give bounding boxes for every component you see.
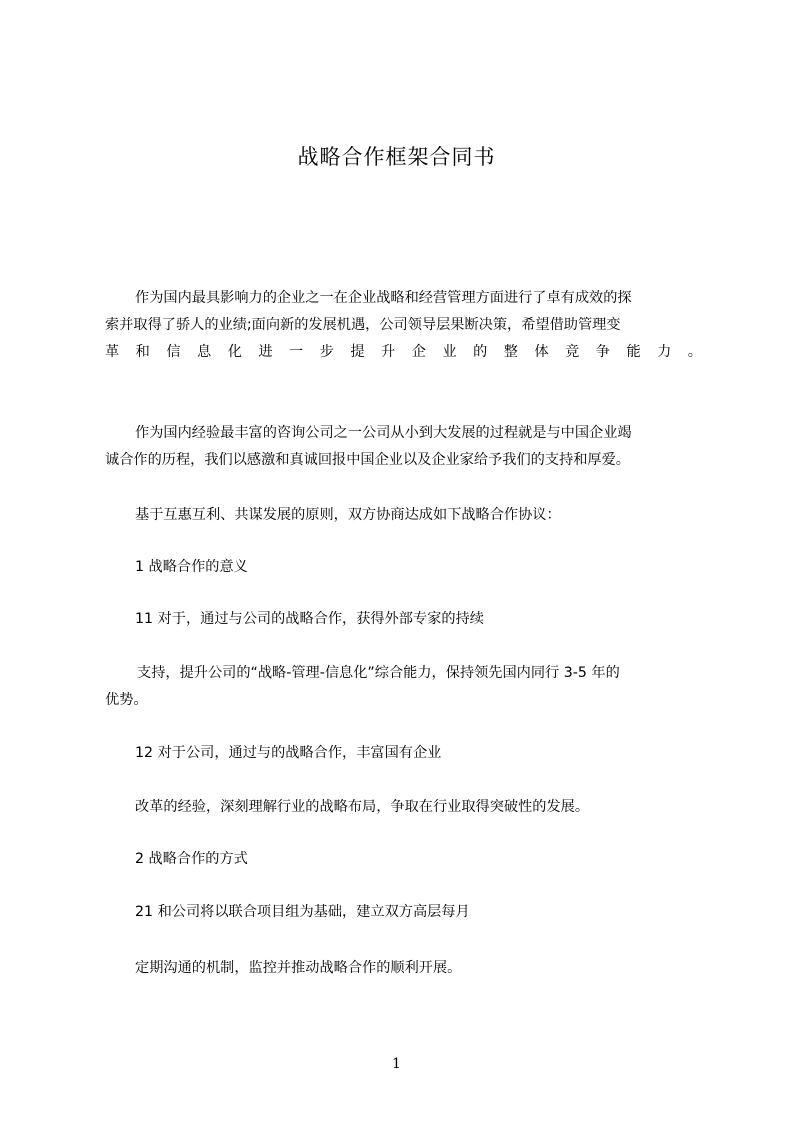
- paragraph-line: 作为国内最具影响力的企业之一在企业战略和经营管理方面进行了卓有成效的探: [135, 290, 632, 306]
- paragraph-line: 革和信息化进一步提升企业的整体竞争能力。: [105, 344, 702, 360]
- paragraph-principle: [105, 502, 702, 529]
- clause-1-2-body: [105, 794, 702, 821]
- paragraph-line: 支持，提升公司的“战略-管理-信息化”综合能力，保持领先国内同行 3-5 年的: [137, 665, 620, 681]
- paragraph-line: 定期沟通的机制，监控并推动战略合作的顺利开展。: [135, 960, 462, 976]
- paragraph-line: 诚合作的历程，我们以感激和真诚回报中国企业以及企业家给予我们的支持和厚爱。: [105, 452, 630, 468]
- clause-1-2-intro: [105, 740, 702, 767]
- paragraph-line: 索并取得了骄人的业绩;面向新的发展机遇，公司领导层果断决策，希望借助管理变: [105, 317, 621, 333]
- section-heading: 2 战略合作的方式: [135, 851, 248, 867]
- paragraph-line: 改革的经验，深刻理解行业的战略布局，争取在行业取得突破性的发展。: [135, 799, 590, 815]
- clause-1-1-intro: [105, 606, 702, 633]
- paragraph-line: 21 和公司将以联合项目组为基础，建立双方高层每月: [135, 904, 470, 920]
- paragraph-line: 优势。: [105, 692, 148, 708]
- paragraph-line: 11 对于，通过与公司的战略合作，获得外部专家的持续: [135, 611, 484, 627]
- section-heading: 1 战略合作的意义: [135, 559, 248, 575]
- paragraph-intro: [105, 285, 702, 366]
- section-heading-1: [105, 554, 702, 581]
- clause-2-1-intro: [105, 899, 702, 926]
- clause-2-1-body: [105, 955, 702, 982]
- clause-1-1-body: [105, 660, 702, 714]
- paragraph-line: 基于互惠互利、共谋发展的原则，双方协商达成如下战略合作协议：: [135, 507, 561, 523]
- paragraph-line: 12 对于公司，通过与的战略合作，丰富国有企业: [135, 745, 442, 761]
- section-heading-2: [105, 846, 702, 873]
- paragraph-consulting: [105, 420, 702, 474]
- page-number: 1: [392, 1056, 401, 1072]
- paragraph-line: 作为国内经验最丰富的咨询公司之一公司从小到大发展的过程就是与中国企业竭: [135, 425, 632, 441]
- document-title: 战略合作框架合同书: [297, 145, 496, 169]
